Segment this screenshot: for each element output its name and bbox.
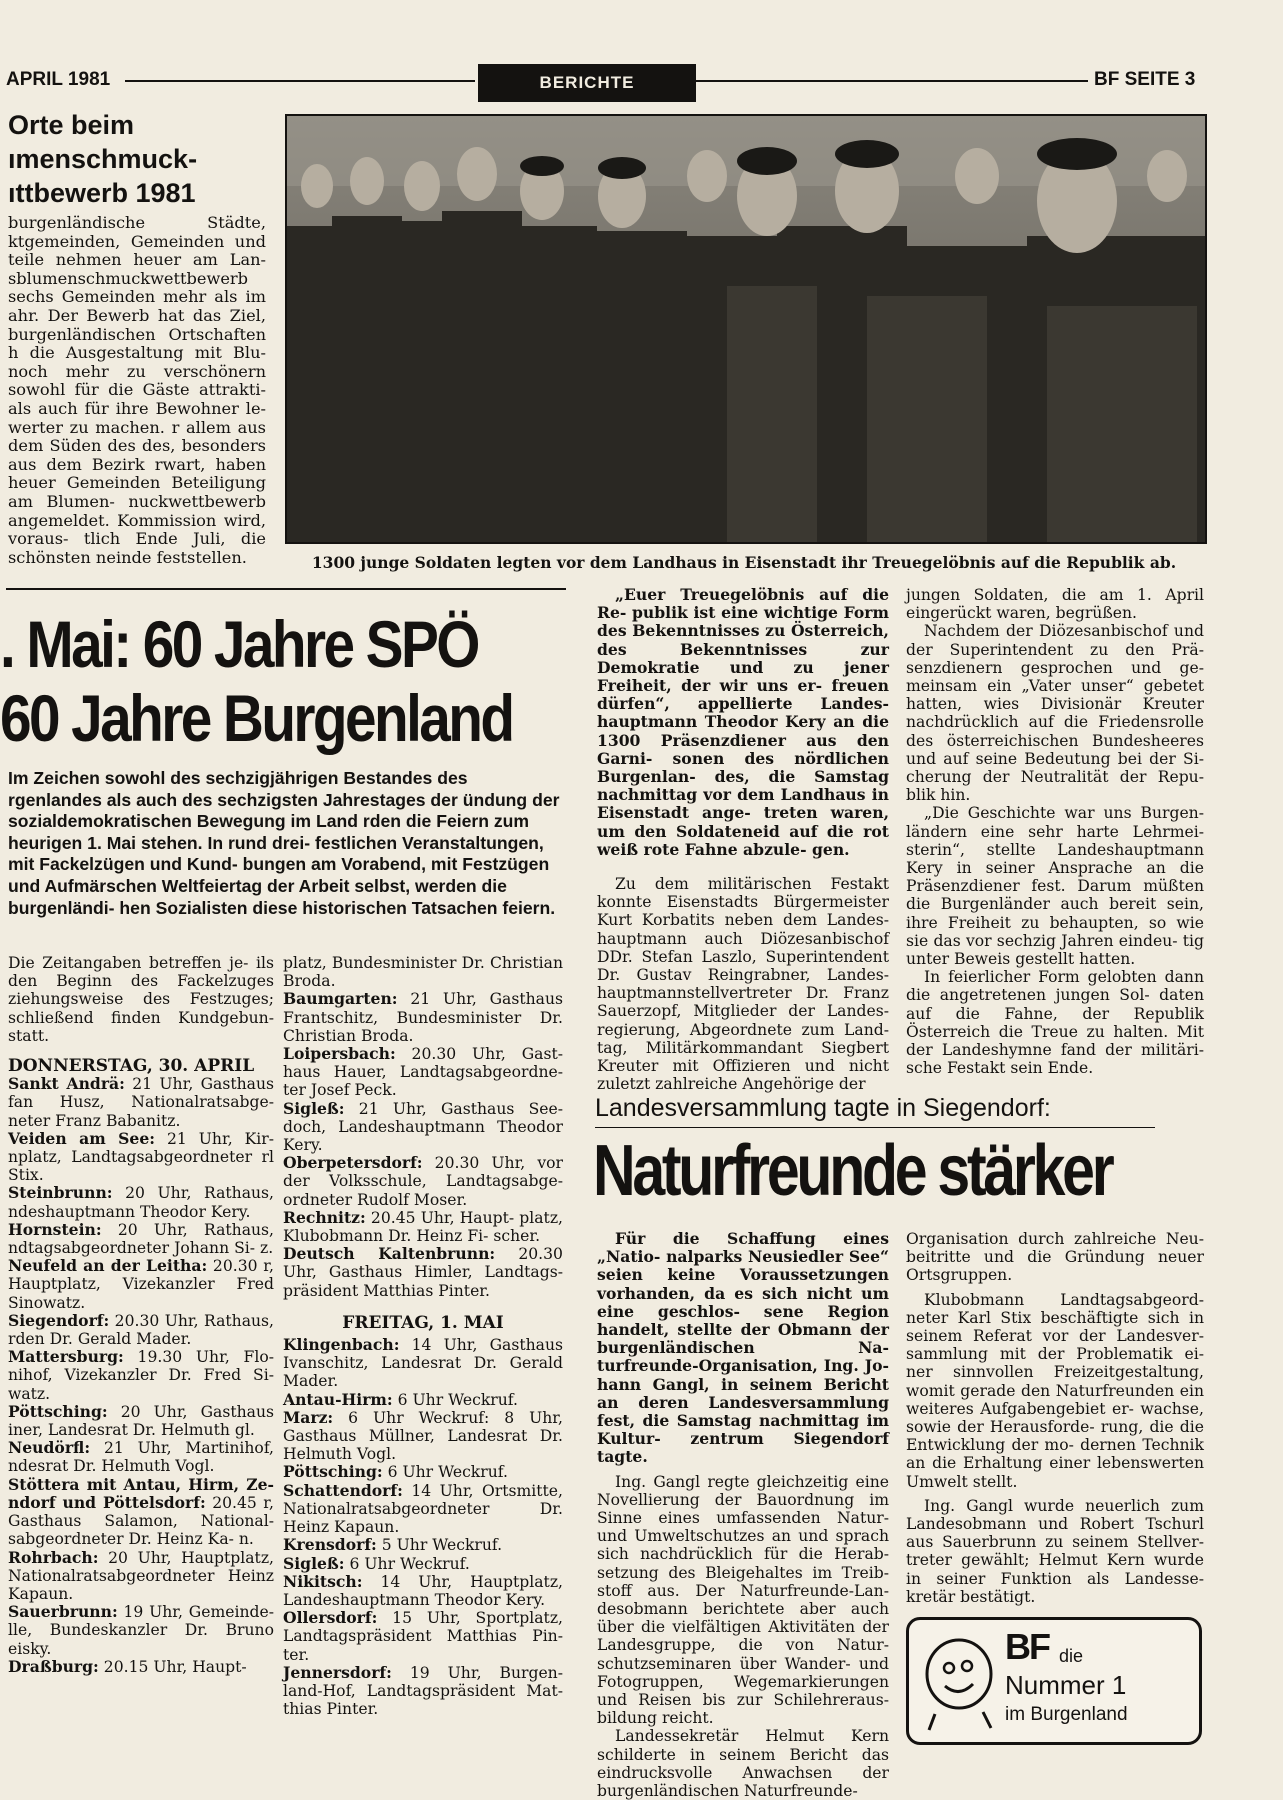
treue-col2-p2: Nachdem der Diözesanbischof und der Superintendent zu den Prä- senzdienern gesprochen und ge- meinsam ein „Vater unser“ gebetet hatten, wies Divisionär Kreuter nachdrücklich auf die Friedensrolle des österreichischen Bundesheeres und auf seine Bedeutung bei der Si- cherung der Neutralität der Repu- blik hin. — [906, 622, 1204, 805]
natur-headline: Naturfreunde stärker — [593, 1131, 1112, 1211]
schedule-place: Mattersburg: — [8, 1347, 124, 1367]
schedule-place: Rohrbach: — [8, 1547, 99, 1567]
natur-paragraph-3: Landessekretär Helmut Kern schilderte in seinem Bericht das eindrucksvolle Anwachsen der burgenländischen Naturfreunde- — [597, 1727, 889, 1800]
schedule-entry — [283, 1045, 563, 1100]
schedule-entry — [8, 1403, 274, 1439]
schedule-entry — [283, 990, 563, 1045]
schedule-details: 20.15 Uhr, Haupt- — [98, 1657, 247, 1676]
natur-col-2 — [906, 1230, 1204, 1606]
schedule-details: 14 Uhr, Gasthaus Ivanschitz, Landesrat Dr. Gerald Mader. — [283, 1336, 563, 1391]
schedule-details: 20.30 r, Hauptplatz, Vizekanzler Fred Sinowatz. — [8, 1257, 274, 1312]
schedule-place: Sauerbrunn: — [8, 1602, 118, 1622]
natur-col2-p1: Organisation durch zahlreiche Neu- beitritte und die Gründung neuer Ortsgruppen. — [906, 1230, 1204, 1285]
schedule-entry — [8, 1603, 274, 1658]
header-rule-right — [694, 80, 1088, 82]
blumen-body: burgenländische Städte, ktgemeinden, Gemeinden und teile nehmen heuer am Lan- sblumenschmuckwettbewerb sechs Gemeinden mehr als im ahr. Der Bewerb hat das Ziel, burgenländischen Ortschaften h die Ausgestaltung mit Blu- noch mehr zu verschönern sowohl für die Gäste attrakti- als auch für ihre Bewohner le- werter zu machen. r allem aus dem Süden des des, besonders aus dem Bezirk rwart, haben heuer Gemeinden Beteiligung am Blumen- nuckwettbewerb angemeldet. Kommission wird, voraus- tlich Ende Juli, die schönsten neinde feststellen. — [8, 213, 266, 567]
schedule-entry — [8, 1075, 274, 1130]
schedule-details: 6 Uhr Weckruf: 8 Uhr, Gasthaus Müllner, Landesrat Dr. Helmuth Vogl. — [283, 1408, 563, 1464]
schedule-entry — [283, 1245, 563, 1300]
schedule-entry — [283, 1154, 563, 1209]
mai-col-2 — [283, 954, 563, 1718]
schedule-place: Oberpetersdorf: — [283, 1153, 423, 1173]
schedule-details: 20 Uhr, Rathaus, ndeshauptmann Theodor Kery. — [8, 1184, 274, 1221]
header-rule-left — [125, 80, 475, 82]
schedule-details: 21 Uhr, Gasthaus Frantschitz, Bundesminister Dr. Christian Broda. — [283, 990, 563, 1045]
day-heading-thursday: DONNERSTAG, 30. APRIL — [8, 1056, 255, 1077]
schedule-details: 20 Uhr, Rathaus, ndtagsabgeordneter Johann Si- z. — [8, 1220, 274, 1258]
mascot-icon — [915, 1624, 1003, 1734]
mai-intro: Die Zeitangaben betreffen je- ils den Beginn des Fackelzuges ziehungsweise des Festzuges; schließend finden Kundgebun- statt. — [8, 954, 274, 1045]
schedule-entry — [283, 1536, 563, 1554]
thursday-list-b — [283, 990, 563, 1299]
blumen-headline-line-2: ımenschmuck- — [8, 144, 198, 174]
schedule-place: Veiden am See: — [8, 1128, 156, 1148]
schedule-entry — [283, 1409, 563, 1464]
mai-headline-1: . Mai: 60 Jahre SPÖ — [0, 607, 478, 681]
schedule-place: Marz: — [283, 1407, 334, 1427]
schedule-entry — [8, 1184, 274, 1220]
schedule-entry — [283, 1336, 563, 1391]
schedule-entry — [283, 1573, 563, 1609]
schedule-details: 20.30 Uhr, vor der Volksschule, Landtagsabge- ordneter Rudolf Moser. — [283, 1154, 563, 1209]
natur-col2-p3: Ing. Gangl wurde neuerlich zum Landesobmann und Robert Tschurl aus Sauerbrunn zu seinem Stellver- treter gewählt; Helmut Kern wurde in seiner Funktion als Landesse- kretär bestätigt. — [906, 1496, 1204, 1606]
schedule-place: Ollersdorf: — [283, 1608, 378, 1628]
schedule-place: Schattendorf: — [283, 1480, 403, 1500]
schedule-details: 21 Uhr, Kir- nplatz, Landtagsabgeordneter rl Stix. — [8, 1129, 274, 1185]
schedule-entry — [8, 1439, 274, 1475]
section-label: BERICHTE — [478, 64, 696, 102]
schedule-details: 6 Uhr Weckruf. — [382, 1463, 508, 1482]
natur-col2-p2: Klubobmann Landtagsabgeord- neter Karl Stix beschäftigte sich in seinem Referat vor der Landesver- sammlung mit der Problematik ei- ner sinnvollen Freizeitgestaltung, womit gerade den Naturfreunden ein weiteres Aufgabengebiet er- wachse, sowie der Herausforde- rung, die die Entwicklung der mo- dernen Technik an die Erhaltung einer lebenswerten Umwelt stellt. — [906, 1290, 1204, 1491]
schedule-place: Rechnitz: — [283, 1207, 366, 1227]
schedule-entry — [283, 1463, 563, 1481]
schedule-entry — [283, 1391, 563, 1409]
ad-line-1: die — [1059, 1646, 1084, 1666]
schedule-details: 20.30 Uhr, Gast- haus Hauer, Landtagsabgeordne- ter Josef Peck. — [283, 1045, 563, 1100]
schedule-details: 20 Uhr, Gasthaus iner, Landesrat Dr. Helmuth gl. — [8, 1402, 274, 1440]
mai-headline-2: 60 Jahre Burgenland — [0, 681, 513, 755]
schedule-details: 21 Uhr, Gasthaus fan Husz, Nationalratsabge- neter Franz Babanitz. — [8, 1075, 274, 1130]
schedule-place: Sigleß: — [283, 1098, 345, 1118]
schedule-details: 20.45 r, Gasthaus Salamon, National- sabgeordneter Dr. Heinz Ka- n. — [8, 1493, 274, 1549]
schedule-place: Klingenbach: — [283, 1335, 400, 1355]
header-page-number: BF SEITE 3 — [1094, 69, 1196, 90]
day-heading-friday: FREITAG, 1. MAI — [342, 1312, 504, 1333]
schedule-details: 20.30 Uhr, Gasthaus Himler, Landtags- präsident Matthias Pinter. — [283, 1245, 563, 1300]
soldiers-photo — [285, 114, 1207, 544]
schedule-place: Neudörfl: — [8, 1438, 91, 1458]
schedule-place: Siegendorf: — [8, 1310, 110, 1330]
blumen-headline — [8, 108, 278, 210]
schedule-details: 6 Uhr Weckruf. — [392, 1390, 518, 1409]
schedule-place: Nikitsch: — [283, 1571, 363, 1591]
thursday-list-a — [8, 1075, 274, 1676]
schedule-entry — [8, 1130, 274, 1185]
schedule-entry — [8, 1312, 274, 1348]
schedule-entry — [8, 1257, 274, 1312]
blumen-headline-line-1: Orte beim — [8, 110, 135, 140]
schedule-place: Draßburg: — [8, 1656, 99, 1676]
treue-col2-p3: „Die Geschichte war uns Burgen- ländern eine sehr harte Lehrmei- sterin“, stellte Landeshauptmann Kery in seiner Ansprache an die Präsenzdiener fest. Darum müßten die Burgenländer auch bereit sein, ihre Freiheit zu behaupten, so wie sie das vor sechzig Jahren eindeu- tig unter Beweis gestellt hatten. — [906, 804, 1204, 969]
schedule-details: 19.30 Uhr, Flo- nihof, Vizekanzler Dr. Fred Si- watz. — [8, 1348, 274, 1403]
mai-col-1 — [8, 954, 274, 1676]
schedule-entry — [283, 1609, 563, 1664]
schedule-place: Loipersbach: — [283, 1044, 396, 1064]
schedule-entry — [283, 1482, 563, 1537]
treue-lead: „Euer Treuegelöbnis auf die Re- publik ist eine wichtige Form des Bekenntnisses zu Österreich, des Bekenntnisses zur Demokratie und zu jener Freiheit, der wir uns er- freuen dürfen“, appellierte Landes- hauptmann Theodor Kery an die 1300 Präsenzdiener aus den Garni- sonen des nördlichen Burgenlan- des, die Samstag nachmittag vor dem Landhaus in Eisenstadt ange- treten waren, um den Soldateneid auf die rot weiß rote Fahne abzule- gen. — [597, 585, 889, 859]
schedule-details: 20 Uhr, Hauptplatz, Nationalratsabgeordneter Heinz Kapaun. — [8, 1548, 274, 1603]
schedule-details: 14 Uhr, Ortsmitte, Nationalratsabgeordneter Dr. Heinz Kapaun. — [283, 1481, 563, 1537]
schedule-details: 19 Uhr, Gemeinde- lle, Bundeskanzler Dr. Bruno eisky. — [8, 1603, 274, 1658]
ad-line-3: im Burgenland — [1005, 1704, 1128, 1725]
header-date: APRIL 1981 — [6, 69, 111, 90]
treue-paragraph-2: Zu dem militärischen Festakt konnte Eisenstadts Bürgermeister Kurt Korbatits neben dem Landes- hauptmann auch Diözesanbischof DDr. Stefan Laszlo, Superintendent Dr. Gustav Reingrabner, Landes- hauptmannstellvertreter Dr. Franz Sauerzopf, Mitglieder der Landes- regierung, Abgeordnete zum Land- tag, Militärkommandant Siegbert Kreuter mit Offizieren und nicht zuletzt zahlreiche Angehörige der — [597, 875, 889, 1094]
schedule-entry — [8, 1658, 274, 1676]
schedule-place: Jennersdorf: — [283, 1662, 392, 1682]
schedule-place: Hornstein: — [8, 1219, 102, 1239]
schedule-place: Krensdorf: — [283, 1535, 377, 1555]
schedule-place: Antau-Hirm: — [283, 1389, 393, 1409]
bf-advertisement — [906, 1617, 1202, 1745]
schedule-place: Sigleß: — [283, 1553, 345, 1573]
schedule-entry — [283, 1209, 563, 1245]
schedule-place: Steinbrunn: — [8, 1183, 113, 1203]
treue-col2-p1: jungen Soldaten, die am 1. April eingerückt waren, begrüßen. — [906, 586, 1204, 623]
schedule-place: Baumgarten: — [283, 989, 398, 1009]
treue-col-1 — [597, 586, 889, 1093]
schedule-place: Pöttsching: — [8, 1401, 108, 1421]
schedule-details: 15 Uhr, Sportplatz, Landtagspräsident Matthias Pin- ter. — [283, 1609, 563, 1664]
mai-lead: Im Zeichen sowohl des sechzigjährigen Bestandes des rgenlandes als auch des sechzigsten Jahrestages der ündung der sozialdemokratischen Bewegung im Land rden die Feiern zum heurigen 1. Mai stehen. In rund drei- festlichen Veranstaltungen, mit Fackelzügen und Kund- bungen am Vorabend, mit Festzügen und Aufmärschen Weltfeiertag der Arbeit selbst, werden die burgenländi- hen Sozialisten diese historischen Tatsachen feiern. — [8, 768, 560, 918]
friday-list — [283, 1336, 563, 1718]
mai-col2-continuation: platz, Bundesminister Dr. Christian Broda. — [283, 954, 563, 991]
treue-col2-p4: In feierlicher Form gelobten dann die angetretenen jungen Sol- daten auf die Fahne, der Republik Österreich die Treue zu halten. Mit der Landeshymne fand der militäri- sche Festakt sein Ende. — [906, 968, 1204, 1078]
treue-col-2 — [906, 586, 1204, 1077]
schedule-details: 20.30 Uhr, Rathaus, rden Dr. Gerald Mader. — [8, 1311, 274, 1349]
natur-kicker-rule — [595, 1127, 1155, 1128]
schedule-entry — [8, 1549, 274, 1604]
natur-lead: Für die Schaffung eines „Natio- nalparks Neusiedler See“ seien keine Voraussetzungen vorhanden, da es sich nicht um eine geschlos- sene Region handelt, stellte der Obmann der burgenländischen Na- turfreunde-Organisation, Ing. Jo- hann Gangl, in seinem Bericht an deren Landesversammlung fest, die Samstag nachmittag im Kultur- zentrum Siegendorf tagte. — [597, 1229, 889, 1467]
mai-top-rule — [6, 588, 566, 590]
soldiers-photo-image — [287, 116, 1205, 542]
schedule-place: Stöttera mit Antau, Hirm, Ze- ndorf und Pöttelsdorf: — [8, 1474, 274, 1512]
schedule-entry — [8, 1221, 274, 1257]
ad-logo: BF — [1005, 1626, 1049, 1667]
blumen-headline-line-3: ıttbewerb 1981 — [8, 178, 196, 208]
schedule-place: Deutsch Kaltenbrunn: — [283, 1244, 496, 1264]
schedule-entry — [283, 1100, 563, 1155]
schedule-entry — [8, 1348, 274, 1403]
ad-line-2: Nummer 1 — [1005, 1670, 1127, 1700]
schedule-details: 5 Uhr Weckruf. — [376, 1536, 503, 1555]
photo-caption: 1300 junge Soldaten legten vor dem Landhaus in Eisenstadt ihr Treuegelöbnis auf die Republik ab. — [311, 553, 1177, 572]
schedule-entry — [8, 1476, 274, 1549]
schedule-details: 21 Uhr, Martinihof, ndesrat Dr. Helmuth Vogl. — [8, 1439, 274, 1476]
schedule-details: 14 Uhr, Hauptplatz, Landeshauptmann Theodor Kery. — [283, 1572, 563, 1609]
schedule-details: 21 Uhr, Gasthaus See- doch, Landeshauptmann Theodor Kery. — [283, 1099, 563, 1155]
schedule-details: 6 Uhr Weckruf. — [344, 1554, 470, 1573]
schedule-place: Neufeld an der Leitha: — [8, 1256, 208, 1276]
schedule-details: 19 Uhr, Burgen- land-Hof, Landtagspräsident Mat- thias Pinter. — [283, 1663, 563, 1719]
schedule-entry — [283, 1664, 563, 1719]
natur-kicker: Landesversammlung tagte in Siegendorf: — [595, 1094, 1051, 1122]
schedule-place: Pöttsching: — [283, 1462, 383, 1482]
natur-col-1 — [597, 1230, 889, 1800]
schedule-entry — [283, 1555, 563, 1573]
schedule-place: Sankt Andrä: — [8, 1074, 125, 1094]
schedule-details: 20.45 Uhr, Haupt- platz, Klubobmann Dr. Heinz Fi- scher. — [283, 1208, 563, 1246]
natur-paragraph-2: Ing. Gangl regte gleichzeitig eine Novellierung der Bauordnung im Sinne eines umfassenden Natur- und Umweltschutzes an und sprach sich nachdrücklich für die Herab- setzung des Bleigehaltes im Treib- stoff aus. Der Naturfreunde-Lan- desobmann berichtete aber auch über die vielfältigen Aktivitäten der Landesgruppe, die von Natur- schutzseminaren über Wander- und Fotogruppen, Wegemarkierungen und Reisen bis zur Schilehreraus- bildung reicht. — [597, 1472, 889, 1728]
